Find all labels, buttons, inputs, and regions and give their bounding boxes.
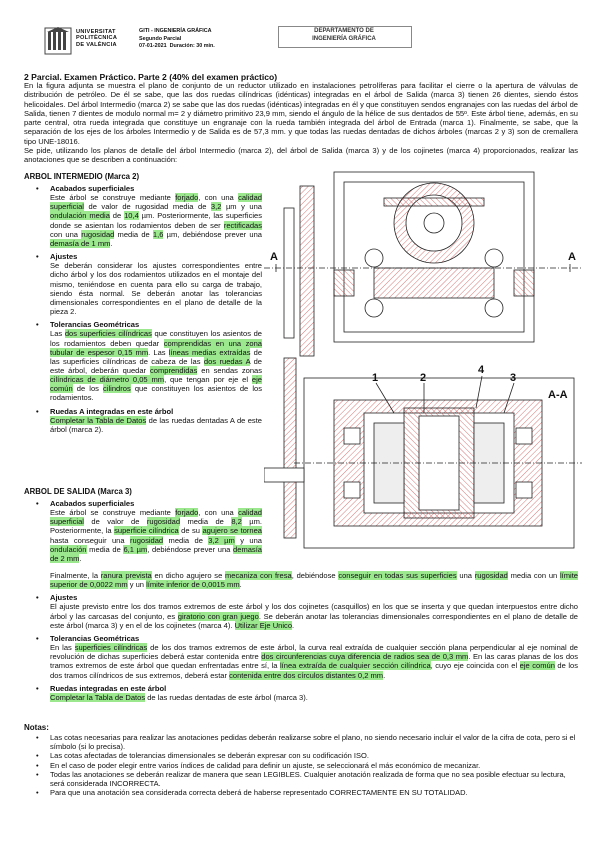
- text-run: En las: [50, 643, 75, 653]
- text-run: .: [292, 620, 295, 630]
- text-run: media con un: [507, 571, 560, 580]
- text-run: .: [383, 670, 386, 680]
- highlighted-text: superficies cilíndricas: [74, 643, 148, 653]
- highlighted-text: dos ruedas A: [203, 356, 251, 366]
- text-run: de las ruedas dentadas de este árbol (marca 3).: [145, 692, 308, 702]
- highlighted-text: ranura prevista: [100, 571, 152, 580]
- highlighted-text: 10,4: [124, 211, 139, 221]
- top-view: [264, 172, 582, 356]
- text-run: media de: [180, 517, 232, 527]
- highlighted-text: dos superficies cilíndricas: [64, 329, 152, 339]
- acabados1-text: [36, 193, 262, 248]
- acabados2-text: [36, 508, 262, 563]
- text-run: Este árbol se construye mediante: [50, 508, 176, 518]
- note-item: • Las cotas necesarias para realizar las anotaciones pedidas deberán realizarse sobre el plano, no siendo necesario incluir el valor de la cifra de cota, pero si el símbolo (si lo precisa).: [34, 733, 578, 751]
- text-run: µm. Posteriormente, las superficies donde se asientan los rodamientos deben de ser: [50, 211, 262, 230]
- section2-body-wide: [36, 571, 578, 702]
- highlighted-text: rectificadas: [223, 220, 262, 230]
- part-label-1: 1: [372, 372, 379, 384]
- tolerancias1-heading: • Tolerancias Geométricas: [36, 320, 262, 329]
- text-run: de los dos tramos extremos de este árbol, la curva real extraída de cualquier sección plana perpendicular al eje nominal de revolución de dichas superficies deberá estar contenida entre: [50, 643, 578, 662]
- text-run: de los dos tramos cilíndricos de sus extremos, deberá estar: [50, 661, 578, 680]
- highlighted-text: contenida entre dos círculos distantes 0,2 mm: [229, 670, 384, 680]
- highlighted-text: ondulación: [50, 544, 87, 554]
- text-run: de las ruedas dentadas A de este árbol (marca 2).: [50, 415, 262, 434]
- ruedas2-text: [36, 693, 578, 702]
- text-run: que constituyen los asientos de los rodamientos deben quedar: [50, 329, 262, 348]
- highlighted-text: 1,6: [152, 229, 164, 239]
- note-item: • Todas las anotaciones se deberán realizar de manera que sean LEGIBLES. Cualquier anotación realizada de forma que no sea posible efectuar su lectura, será considerada INCORRECTA.: [34, 770, 578, 788]
- text-run: y una: [234, 535, 262, 545]
- assembly-drawing: [264, 168, 582, 570]
- highlighted-text: rugosidad: [81, 229, 115, 239]
- highlighted-text: eje común: [519, 661, 555, 671]
- section1-heading: ARBOL INTERMEDIO (Marca 2): [24, 172, 140, 181]
- highlighted-text: límite superior de 0,0022 mm: [50, 571, 578, 590]
- tolerancias1-text: [36, 329, 262, 402]
- department-name: DEPARTAMENTO DE INGENIERÍA GRÁFICA: [312, 28, 376, 42]
- text-run: media de: [86, 544, 124, 554]
- highlighted-text: forjado: [175, 508, 199, 518]
- highlighted-text: ondulación media: [50, 211, 110, 221]
- text-run: .: [79, 553, 82, 563]
- text-run: El ajuste previsto entre los dos tramos extremos de este árbol y los dos cojinetes (casquillos) en los que se inserta y que quedan interpuestos entre dicho árbol y las carcasas del conjunto, es: [50, 602, 578, 621]
- text-run: .: [110, 238, 113, 248]
- highlighted-text: calidad superficial: [50, 508, 262, 527]
- text-run: µm y una: [221, 202, 263, 212]
- section1-body: [36, 184, 262, 434]
- note-item: • Para que una anotación sea considerada correcta deberá de haberse representado CORRECTAMENTE EN SU TOTALIDAD.: [34, 788, 578, 797]
- section2-body: [36, 499, 262, 563]
- text-run: que constituyen los asientos de los rodamientos.: [50, 384, 262, 403]
- highlighted-text: Utilizar Eje Unico: [234, 620, 293, 630]
- ruedas2-heading: • Ruedas integradas en este árbol: [36, 684, 578, 693]
- highlighted-text: comprendidas: [149, 365, 198, 375]
- acabados2-heading: • Acabados superficiales: [36, 499, 262, 508]
- text-run: , debiéndose: [291, 571, 339, 580]
- highlighted-text: rugosidad: [146, 517, 181, 527]
- highlighted-text: conseguir en todas sus superficies: [338, 571, 457, 580]
- highlighted-text: comprendidas en una zona tubular de espesor 0,15 mm: [50, 338, 262, 357]
- text-run: . Las: [148, 347, 169, 357]
- section2-heading: ARBOL DE SALIDA (Marca 3): [24, 487, 132, 496]
- part-label-4: 4: [478, 364, 485, 376]
- text-run: de su: [178, 526, 203, 536]
- text-run: Las: [50, 329, 65, 339]
- section-mark-a-right: A: [568, 251, 576, 263]
- highlighted-text: agujero se tornea: [202, 526, 262, 536]
- text-run: µm, debiéndose prever una: [163, 229, 262, 239]
- highlighted-text: 6,1 µm: [123, 544, 148, 554]
- highlighted-text: cilíndricas de diámetro 0,05 mm: [50, 375, 165, 385]
- text-run: , cuyo eje coincida con el: [430, 661, 520, 671]
- text-run: Este árbol se construye mediante: [50, 193, 176, 203]
- text-run: con una: [50, 229, 82, 239]
- ajustes2-text: [36, 602, 578, 629]
- acabados1-heading: • Acabados superficiales: [36, 184, 262, 193]
- course-info: GITI - INGENIERÍA GRÁFICA Segundo Parcial 07-01-2021 Duración: 30 min.: [139, 28, 215, 50]
- highlighted-text: 3,2: [210, 202, 222, 212]
- intro-text: En la figura adjunta se muestra el plano de conjunto de un reductor utilizado en instalaciones petrolíferas para facilitar el cierre o la apertura de válvulas de distribución de petróleo. De él se sabe, que las dos ruedas cilíndricas (idénticas) integradas en el árbol de Salida (marca 3) tienen 26 dientes, siendo éstos helicoidales. Del árbol Intermedio (marca 2) se sabe que las dos ruedas (idénticas) integradas en él y que constituyen sendos engranajes con las ruedas del árbol de Salida, tienen 7 dientes de modulo normal m= 2 y diámetro primitivo 23,9 mm, siendo el ángulo de la hélice de sus dentados de 55º. Este árbol tiene, además, en su parte central, otra rueda integrada que constituye un engranaje con la rueda también integrada del árbol de Entrada (marca 1). Finalmente, se sabe, que la separación de los ejes de los árboles Intermedio y de Salida es de 57,3 mm. y que todas las ruedas dentadas de dichos árboles (marcas 2 y 3) son de cremallera tipo UNE-18016. Se pide, utilizando los planos de detalle del árbol Intermedio (marca 2), del árbol de Salida (marca 3) y de los cojinetes (marca 4) proporcionados, realizar las anotaciones que se describen a continuación:: [24, 81, 578, 165]
- text-run: y un: [127, 580, 147, 590]
- text-run: , debiéndose prever una: [147, 544, 234, 554]
- highlighted-text: límite inferior de 0,0015 mm: [146, 580, 240, 590]
- notes-list: [34, 733, 578, 797]
- text-run: µm. Posteriormente, la: [50, 517, 262, 536]
- tolerancias2-heading: • Tolerancias Geométricas: [36, 634, 578, 643]
- note-item: • En el caso de poder elegir entre varios índices de calidad para definir un ajuste, se seleccionará el más económico de mecanizar.: [34, 761, 578, 770]
- ruedas1-heading: • Ruedas A integradas en este árbol: [36, 407, 262, 416]
- highlighted-text: mecaniza con fresa: [225, 571, 292, 580]
- section-view: [264, 358, 582, 548]
- highlighted-text: Completar la Tabla de Datos: [50, 415, 147, 425]
- ajustes1-text: Se deberán considerar los ajustes correspondientes entre dicho árbol y los dos rodamientos utilizados en el montaje del mismo, teniéndose en cuenta para ello su carga de trabajo, siendo ésta normal. Se deberán anotar las tolerancias dimensionales correspondientes en el plano de detalle de la pieza 2.: [50, 261, 262, 317]
- highlighted-text: rugosidad: [474, 571, 508, 580]
- text-run: . Se deberán anotar las tolerancias dimensionales correspondientes en el plano de detalle de este árbol (marca 3) y en el de los cojinetes (marca 4).: [50, 611, 579, 630]
- highlighted-text: Completar la Tabla de Datos: [50, 692, 146, 702]
- text-run: de las superficies cilíndricas de cabeza de las: [50, 347, 263, 366]
- highlighted-text: cilindros: [103, 384, 131, 394]
- ruedas1-text: [36, 416, 262, 434]
- text-run: de los: [72, 384, 104, 394]
- text-run: en dicho agujero se: [151, 571, 226, 580]
- page-header: [44, 26, 564, 66]
- text-run: una: [456, 571, 475, 580]
- part-label-3: 3: [510, 372, 517, 384]
- highlighted-text: superficie cilíndrica: [114, 526, 179, 536]
- highlighted-text: línea extraída de cualquier sección cilíndrica: [280, 661, 431, 671]
- text-run: , con una: [198, 508, 239, 518]
- section-label-aa: A-A: [548, 389, 568, 401]
- text-run: de: [109, 211, 125, 221]
- highlighted-text: eje común: [50, 375, 262, 394]
- text-run: .: [239, 580, 242, 590]
- highlighted-text: dos circunferencias cuya diferencia de radios sea de 0,3 mm: [261, 652, 469, 662]
- tolerancias2-text: [36, 643, 578, 680]
- acabados2-continuation: [36, 571, 578, 589]
- highlighted-text: demasía de 2 mm: [50, 544, 262, 563]
- text-run: , con una: [198, 193, 239, 203]
- notes-heading: Notas:: [24, 723, 49, 732]
- upv-logo-icon: [44, 26, 72, 56]
- highlighted-text: líneas medias extraídas: [168, 347, 251, 357]
- text-run: hasta conseguir una: [50, 535, 130, 545]
- ajustes1-heading: • Ajustes: [36, 252, 262, 261]
- text-run: . En las caras planas de los dos tramos extremos de este árbol que quedan enfrentadas entre sí, la: [50, 652, 578, 671]
- text-run: media de: [163, 535, 209, 545]
- ajustes2-heading: • Ajustes: [36, 593, 578, 602]
- text-run: de valor de: [83, 517, 147, 527]
- note-item: • Las cotas afectadas de tolerancias dimensionales se deberán expresar con su codificación ISO.: [34, 751, 578, 760]
- part-label-2: 2: [420, 372, 427, 384]
- text-run: de valor de rugosidad media de: [83, 202, 211, 212]
- university-name: UNIVERSITAT POLITÈCNICA DE VALÈNCIA: [76, 29, 118, 48]
- section-mark-a-left: A: [270, 251, 278, 263]
- text-run: Finalmente, la: [50, 571, 101, 580]
- text-run: de este árbol, deberán quedar: [50, 356, 262, 375]
- highlighted-text: 8,2: [231, 517, 242, 527]
- exam-title: 2 Parcial. Examen Práctico. Parte 2 (40% del examen práctico): [24, 72, 278, 82]
- text-run: , que tengan por eje el: [164, 375, 252, 385]
- highlighted-text: forjado: [175, 193, 199, 203]
- highlighted-text: giratorio con gran juego: [177, 611, 259, 621]
- highlighted-text: demasía de 1 mm: [50, 238, 111, 248]
- highlighted-text: 3,2 µm: [208, 535, 235, 545]
- text-run: en sendas zonas: [197, 365, 262, 375]
- text-run: media de: [114, 229, 153, 239]
- highlighted-text: calidad superficial: [50, 193, 262, 212]
- highlighted-text: rugosidad: [129, 535, 164, 545]
